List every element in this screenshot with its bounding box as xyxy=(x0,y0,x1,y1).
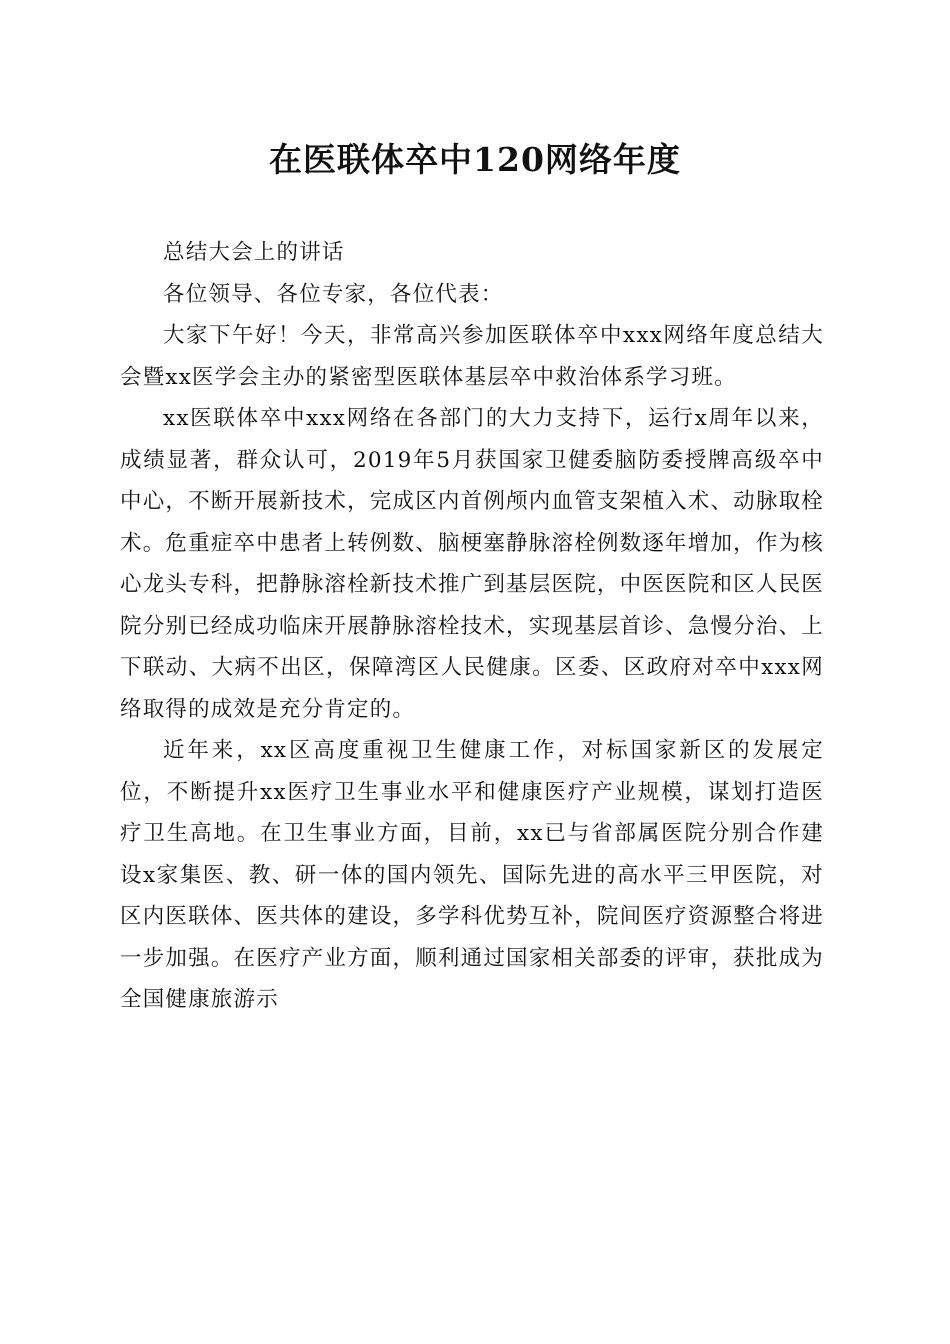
paragraph-greeting: 大家下午好！今天，非常高兴参加医联体卒中xxx网络年度总结大会暨xx医学会主办的紧密型医联体基层卒中救治体系学习班。 xyxy=(120,323,824,390)
paragraph-district-health: 近年来，xx区高度重视卫生健康工作，对标国家新区的发展定位，不断提升xx医疗卫生事业水平和健康医疗产业规模，谋划打造医疗卫生高地。在卫生事业方面，目前，xx已与省部属医院分别合作建设x家集医、教、研一体的国内领先、国际先进的高水平三甲医院，对区内医联体、医共体的建设，多学科优势互补，院间医疗资源整合将进一步加强。在医疗产业方面，顺利通过国家相关部委的评审，获批成为全国健康旅游示 xyxy=(120,738,824,1012)
document-body xyxy=(120,232,824,1021)
paragraph-salutation: 各位领导、各位专家，各位代表： xyxy=(163,281,504,307)
document-title: 在医联体卒中120网络年度 xyxy=(269,140,681,179)
paragraph-network-achievements: xx医联体卒中xxx网络在各部门的大力支持下，运行x周年以来，成绩显著，群众认可，2019年5月获国家卫健委脑防委授牌高级卒中中心，不断开展新技术，完成区内首例颅内血管支架植入术、动脉取栓术。危重症卒中患者上转例数、脑梗塞静脉溶栓例数逐年增加，作为核心龙头专科，把静脉溶栓新技术推广到基层医院，中医医院和区人民医院分别已经成功临床开展静脉溶栓技术，实现基层首诊、急慢分治、上下联动、大病不出区，保障湾区人民健康。区委、区政府对卒中xxx网络取得的成效是充分肯定的。 xyxy=(120,406,824,722)
paragraph-subtitle: 总结大会上的讲话 xyxy=(163,240,345,265)
